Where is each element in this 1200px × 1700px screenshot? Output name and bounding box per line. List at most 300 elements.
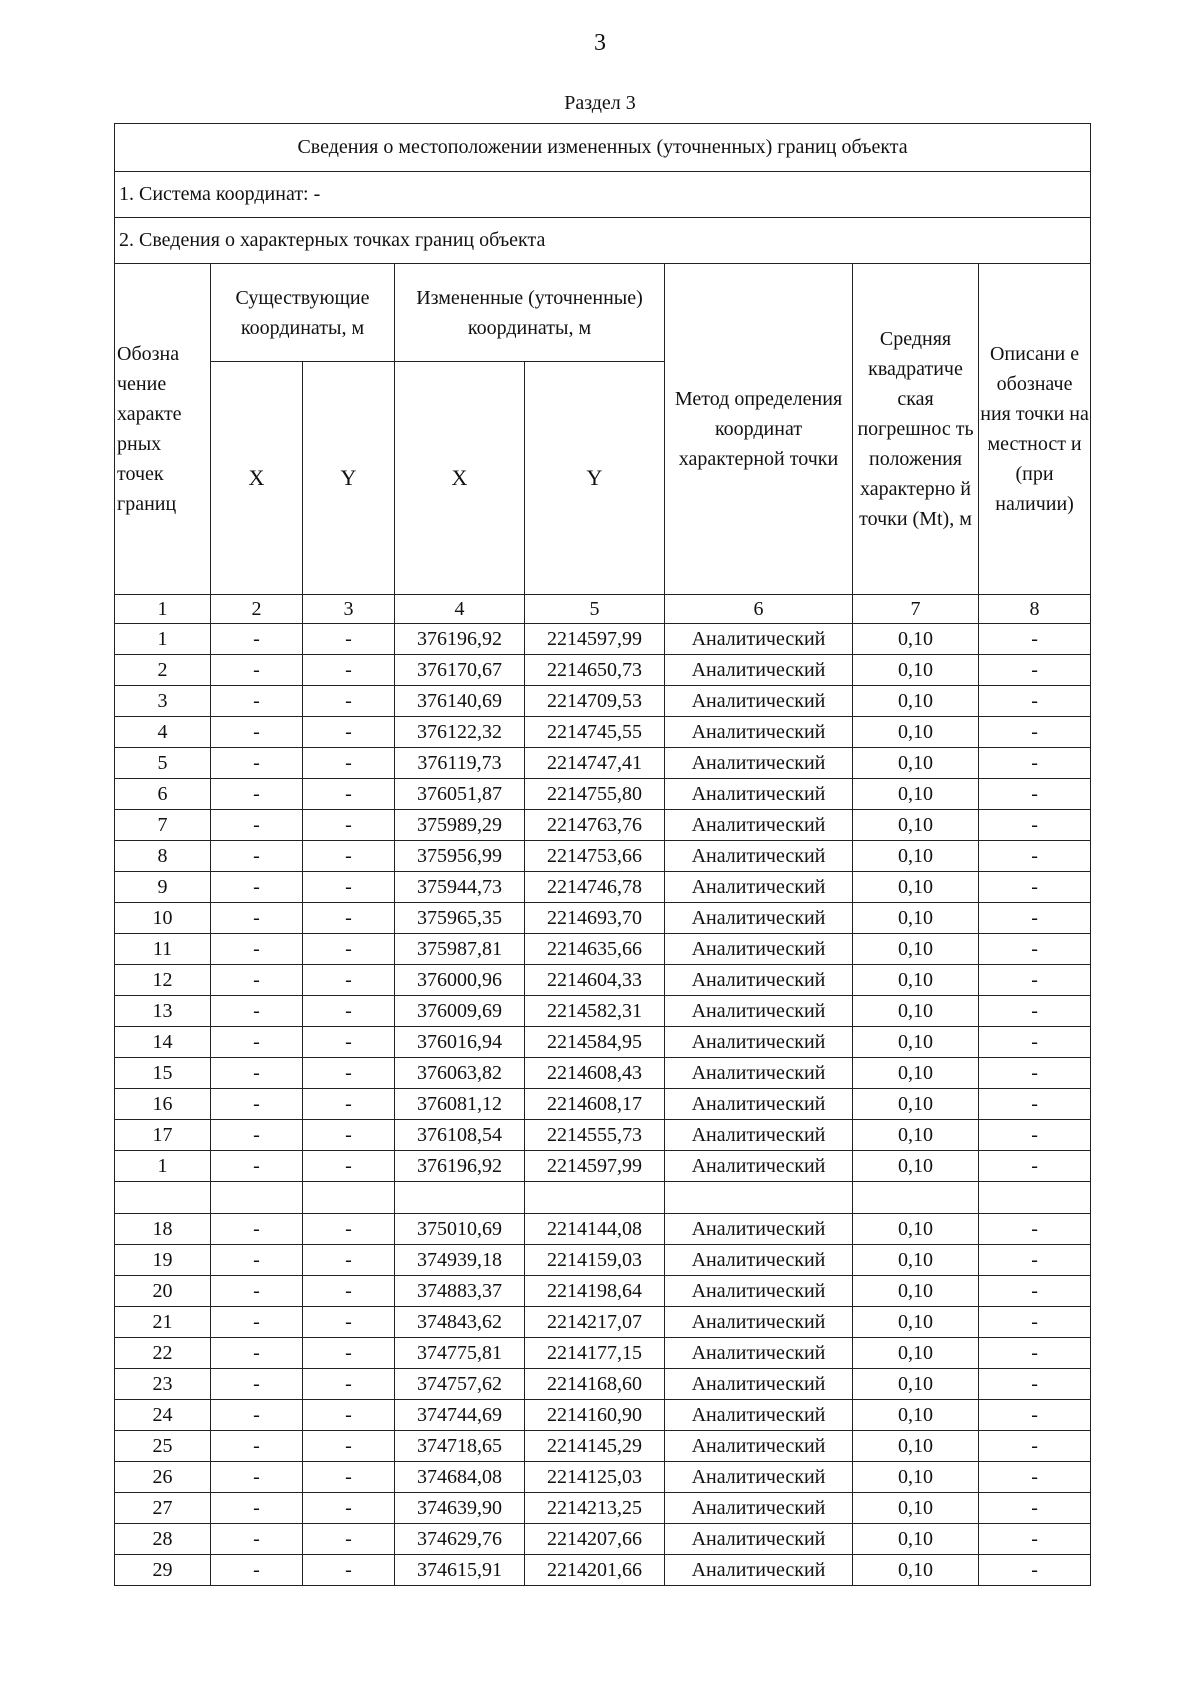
column-number: 4 [395,595,525,624]
point-id-cell: 15 [115,1058,211,1089]
changed-x-cell: 375956,99 [395,841,525,872]
changed-y-cell: 2214177,15 [525,1338,665,1369]
mean-error-cell: 0,10 [853,1276,979,1307]
changed-y-cell: 2214201,66 [525,1555,665,1586]
changed-y-cell: 2214693,70 [525,903,665,934]
existing-x-cell: - [211,996,303,1027]
existing-x-cell: - [211,1214,303,1245]
empty-cell [395,1182,525,1214]
existing-y-cell: - [303,1151,395,1182]
changed-y-cell: 2214198,64 [525,1276,665,1307]
existing-y-cell: - [303,1524,395,1555]
table-row [115,1369,1091,1400]
coordinate-system: 1. Система координат: - [115,172,1091,218]
description-cell: - [979,965,1091,996]
table-row [115,872,1091,903]
method-cell: Аналитический [665,1338,853,1369]
existing-y-cell: - [303,965,395,996]
table-row [115,655,1091,686]
existing-y-cell: - [303,717,395,748]
column-number-row [115,595,1091,624]
changed-x-cell: 374939,18 [395,1245,525,1276]
changed-y-cell: 2214160,90 [525,1400,665,1431]
existing-y-cell: - [303,1369,395,1400]
description-cell: - [979,1493,1091,1524]
changed-y-cell: 2214635,66 [525,934,665,965]
existing-y-cell: - [303,872,395,903]
changed-x-cell: 375965,35 [395,903,525,934]
point-id-cell: 19 [115,1245,211,1276]
existing-y-cell: - [303,1058,395,1089]
method-cell: Аналитический [665,1027,853,1058]
table-row [115,1431,1091,1462]
changed-y-cell: 2214763,76 [525,810,665,841]
table-row [115,624,1091,655]
empty-cell [665,1182,853,1214]
point-id-cell: 4 [115,717,211,748]
table-row [115,1120,1091,1151]
existing-x-cell: - [211,1338,303,1369]
header-mean-error: Средняя квадратиче ская погрешнос ть положения характерно й точки (Mt), м [853,264,979,595]
table-row [115,1555,1091,1586]
mean-error-cell: 0,10 [853,810,979,841]
mean-error-cell: 0,10 [853,841,979,872]
point-id-cell: 20 [115,1276,211,1307]
mean-error-cell: 0,10 [853,686,979,717]
table-row [115,1245,1091,1276]
changed-x-cell: 376009,69 [395,996,525,1027]
method-cell: Аналитический [665,1214,853,1245]
point-id-cell: 8 [115,841,211,872]
description-cell: - [979,624,1091,655]
header-existing-x: X [211,362,303,595]
description-cell: - [979,810,1091,841]
existing-y-cell: - [303,1245,395,1276]
method-cell: Аналитический [665,748,853,779]
changed-x-cell: 374775,81 [395,1338,525,1369]
table-row [115,903,1091,934]
header-point-designation: Обозна чение характе рных точек границ [115,264,211,595]
description-cell: - [979,1369,1091,1400]
point-id-cell: 1 [115,624,211,655]
description-cell: - [979,934,1091,965]
mean-error-cell: 0,10 [853,655,979,686]
mean-error-cell: 0,10 [853,1369,979,1400]
existing-y-cell: - [303,1089,395,1120]
changed-x-cell: 376140,69 [395,686,525,717]
method-cell: Аналитический [665,779,853,810]
header-changed-x: X [395,362,525,595]
column-number: 1 [115,595,211,624]
changed-y-cell: 2214747,41 [525,748,665,779]
changed-x-cell: 376051,87 [395,779,525,810]
existing-y-cell: - [303,1493,395,1524]
header-description: Описани е обозначе ния точки на местност и (при наличии) [979,264,1091,595]
mean-error-cell: 0,10 [853,1462,979,1493]
method-cell: Аналитический [665,717,853,748]
mean-error-cell: 0,10 [853,1151,979,1182]
changed-y-cell: 2214755,80 [525,779,665,810]
method-cell: Аналитический [665,1151,853,1182]
point-id-cell: 12 [115,965,211,996]
existing-x-cell: - [211,748,303,779]
existing-x-cell: - [211,686,303,717]
existing-x-cell: - [211,655,303,686]
table-row [115,1089,1091,1120]
boundary-points-table [114,123,1091,1586]
point-id-cell: 9 [115,872,211,903]
existing-x-cell: - [211,1400,303,1431]
changed-y-cell: 2214608,43 [525,1058,665,1089]
description-cell: - [979,1462,1091,1493]
method-cell: Аналитический [665,872,853,903]
method-cell: Аналитический [665,1400,853,1431]
mean-error-cell: 0,10 [853,1245,979,1276]
point-id-cell: 7 [115,810,211,841]
table-row [115,810,1091,841]
method-cell: Аналитический [665,934,853,965]
description-cell: - [979,1245,1091,1276]
description-cell: - [979,1400,1091,1431]
existing-x-cell: - [211,1524,303,1555]
existing-x-cell: - [211,1120,303,1151]
point-id-cell: 13 [115,996,211,1027]
existing-x-cell: - [211,903,303,934]
changed-x-cell: 375010,69 [395,1214,525,1245]
method-cell: Аналитический [665,810,853,841]
changed-y-cell: 2214584,95 [525,1027,665,1058]
point-id-cell: 11 [115,934,211,965]
changed-x-cell: 376016,94 [395,1027,525,1058]
existing-y-cell: - [303,1338,395,1369]
existing-x-cell: - [211,1151,303,1182]
point-id-cell: 23 [115,1369,211,1400]
changed-y-cell: 2214125,03 [525,1462,665,1493]
changed-x-cell: 374629,76 [395,1524,525,1555]
description-cell: - [979,1307,1091,1338]
changed-x-cell: 374883,37 [395,1276,525,1307]
description-cell: - [979,748,1091,779]
empty-cell [303,1182,395,1214]
mean-error-cell: 0,10 [853,1493,979,1524]
header-method: Метод определения координат характерной точки [665,264,853,595]
table-row [115,965,1091,996]
mean-error-cell: 0,10 [853,1338,979,1369]
existing-x-cell: - [211,872,303,903]
table-row [115,1462,1091,1493]
changed-x-cell: 376000,96 [395,965,525,996]
changed-x-cell: 376196,92 [395,1151,525,1182]
existing-x-cell: - [211,1245,303,1276]
table-row [115,717,1091,748]
mean-error-cell: 0,10 [853,748,979,779]
description-cell: - [979,903,1091,934]
changed-x-cell: 376196,92 [395,624,525,655]
changed-x-cell: 375944,73 [395,872,525,903]
mean-error-cell: 0,10 [853,717,979,748]
changed-y-cell: 2214745,55 [525,717,665,748]
mean-error-cell: 0,10 [853,779,979,810]
changed-x-cell: 376122,32 [395,717,525,748]
existing-x-cell: - [211,624,303,655]
existing-y-cell: - [303,624,395,655]
changed-y-cell: 2214159,03 [525,1245,665,1276]
existing-y-cell: - [303,1214,395,1245]
existing-y-cell: - [303,779,395,810]
method-cell: Аналитический [665,841,853,872]
point-id-cell: 14 [115,1027,211,1058]
changed-x-cell: 376063,82 [395,1058,525,1089]
column-number: 5 [525,595,665,624]
existing-x-cell: - [211,934,303,965]
description-cell: - [979,872,1091,903]
description-cell: - [979,655,1091,686]
existing-y-cell: - [303,1462,395,1493]
table-row [115,841,1091,872]
table-row [115,1524,1091,1555]
mean-error-cell: 0,10 [853,1400,979,1431]
description-cell: - [979,1276,1091,1307]
changed-x-cell: 374615,91 [395,1555,525,1586]
table-row [115,1276,1091,1307]
existing-x-cell: - [211,1307,303,1338]
description-cell: - [979,841,1091,872]
existing-y-cell: - [303,1120,395,1151]
existing-x-cell: - [211,1276,303,1307]
changed-y-cell: 2214753,66 [525,841,665,872]
method-cell: Аналитический [665,1462,853,1493]
point-id-cell: 6 [115,779,211,810]
changed-y-cell: 2214746,78 [525,872,665,903]
mean-error-cell: 0,10 [853,1524,979,1555]
point-id-cell: 29 [115,1555,211,1586]
table-row [115,779,1091,810]
existing-x-cell: - [211,1058,303,1089]
changed-x-cell: 376081,12 [395,1089,525,1120]
point-id-cell: 21 [115,1307,211,1338]
existing-x-cell: - [211,1027,303,1058]
method-cell: Аналитический [665,996,853,1027]
point-id-cell: 2 [115,655,211,686]
existing-y-cell: - [303,934,395,965]
description-cell: - [979,1089,1091,1120]
header-existing-coords: Существующие координаты, м [211,264,395,362]
point-id-cell: 16 [115,1089,211,1120]
existing-x-cell: - [211,810,303,841]
existing-x-cell: - [211,1493,303,1524]
existing-x-cell: - [211,1369,303,1400]
existing-y-cell: - [303,686,395,717]
column-number: 2 [211,595,303,624]
existing-y-cell: - [303,1431,395,1462]
table-row [115,934,1091,965]
table-row [115,1338,1091,1369]
existing-y-cell: - [303,1555,395,1586]
description-cell: - [979,1027,1091,1058]
description-cell: - [979,779,1091,810]
existing-x-cell: - [211,965,303,996]
existing-y-cell: - [303,1307,395,1338]
existing-y-cell: - [303,1400,395,1431]
mean-error-cell: 0,10 [853,1307,979,1338]
changed-y-cell: 2214555,73 [525,1120,665,1151]
changed-y-cell: 2214217,07 [525,1307,665,1338]
description-cell: - [979,1555,1091,1586]
mean-error-cell: 0,10 [853,1027,979,1058]
point-id-cell: 17 [115,1120,211,1151]
description-cell: - [979,1214,1091,1245]
mean-error-cell: 0,10 [853,1120,979,1151]
mean-error-cell: 0,10 [853,1214,979,1245]
changed-y-cell: 2214145,29 [525,1431,665,1462]
empty-cell [853,1182,979,1214]
point-id-cell: 25 [115,1431,211,1462]
changed-x-cell: 374718,65 [395,1431,525,1462]
method-cell: Аналитический [665,1431,853,1462]
point-id-cell: 28 [115,1524,211,1555]
changed-x-cell: 376170,67 [395,655,525,686]
description-cell: - [979,996,1091,1027]
existing-x-cell: - [211,1462,303,1493]
table-row [115,1058,1091,1089]
method-cell: Аналитический [665,1120,853,1151]
changed-y-cell: 2214213,25 [525,1493,665,1524]
column-number: 7 [853,595,979,624]
mean-error-cell: 0,10 [853,903,979,934]
page-number: 3 [594,30,606,56]
method-cell: Аналитический [665,1245,853,1276]
changed-y-cell: 2214597,99 [525,1151,665,1182]
method-cell: Аналитический [665,686,853,717]
changed-x-cell: 374757,62 [395,1369,525,1400]
table-row [115,1307,1091,1338]
existing-y-cell: - [303,841,395,872]
existing-y-cell: - [303,903,395,934]
table-row [115,1493,1091,1524]
point-id-cell: 24 [115,1400,211,1431]
point-id-cell: 22 [115,1338,211,1369]
existing-y-cell: - [303,996,395,1027]
table-row [115,1214,1091,1245]
description-cell: - [979,717,1091,748]
changed-x-cell: 375989,29 [395,810,525,841]
point-id-cell: 27 [115,1493,211,1524]
empty-cell [525,1182,665,1214]
description-cell: - [979,1120,1091,1151]
changed-x-cell: 374843,62 [395,1307,525,1338]
changed-y-cell: 2214608,17 [525,1089,665,1120]
existing-x-cell: - [211,1089,303,1120]
method-cell: Аналитический [665,655,853,686]
existing-y-cell: - [303,748,395,779]
header-changed-coords: Измененные (уточненные) координаты, м [395,264,665,362]
mean-error-cell: 0,10 [853,1431,979,1462]
changed-x-cell: 376119,73 [395,748,525,779]
changed-y-cell: 2214207,66 [525,1524,665,1555]
changed-y-cell: 2214709,53 [525,686,665,717]
method-cell: Аналитический [665,965,853,996]
existing-x-cell: - [211,717,303,748]
method-cell: Аналитический [665,903,853,934]
existing-x-cell: - [211,1431,303,1462]
mean-error-cell: 0,10 [853,1555,979,1586]
table-row [115,1151,1091,1182]
header-existing-y: Y [303,362,395,595]
column-number: 8 [979,595,1091,624]
point-id-cell: 26 [115,1462,211,1493]
point-id-cell: 10 [115,903,211,934]
points-heading: 2. Сведения о характерных точках границ объекта [115,218,1091,264]
method-cell: Аналитический [665,1369,853,1400]
method-cell: Аналитический [665,1089,853,1120]
column-number: 6 [665,595,853,624]
changed-y-cell: 2214650,73 [525,655,665,686]
method-cell: Аналитический [665,624,853,655]
point-id-cell: 5 [115,748,211,779]
changed-y-cell: 2214168,60 [525,1369,665,1400]
point-id-cell: 1 [115,1151,211,1182]
header-changed-y: Y [525,362,665,595]
column-number: 3 [303,595,395,624]
mean-error-cell: 0,10 [853,934,979,965]
existing-y-cell: - [303,1027,395,1058]
changed-y-cell: 2214597,99 [525,624,665,655]
description-cell: - [979,1151,1091,1182]
mean-error-cell: 0,10 [853,965,979,996]
changed-x-cell: 374639,90 [395,1493,525,1524]
table-row [115,748,1091,779]
point-id-cell: 3 [115,686,211,717]
table-row [115,686,1091,717]
description-cell: - [979,686,1091,717]
table-row [115,1027,1091,1058]
method-cell: Аналитический [665,1493,853,1524]
mean-error-cell: 0,10 [853,1089,979,1120]
changed-x-cell: 374744,69 [395,1400,525,1431]
changed-x-cell: 376108,54 [395,1120,525,1151]
mean-error-cell: 0,10 [853,996,979,1027]
table-title: Сведения о местоположении измененных (уточненных) границ объекта [115,124,1091,172]
existing-x-cell: - [211,1555,303,1586]
table-row [115,1400,1091,1431]
changed-y-cell: 2214144,08 [525,1214,665,1245]
table-row [115,996,1091,1027]
existing-x-cell: - [211,779,303,810]
changed-x-cell: 375987,81 [395,934,525,965]
method-cell: Аналитический [665,1555,853,1586]
mean-error-cell: 0,10 [853,1058,979,1089]
method-cell: Аналитический [665,1307,853,1338]
changed-y-cell: 2214604,33 [525,965,665,996]
contour-separator-row [115,1182,1091,1214]
description-cell: - [979,1058,1091,1089]
existing-x-cell: - [211,841,303,872]
description-cell: - [979,1338,1091,1369]
changed-y-cell: 2214582,31 [525,996,665,1027]
empty-cell [115,1182,211,1214]
existing-y-cell: - [303,655,395,686]
existing-y-cell: - [303,1276,395,1307]
description-cell: - [979,1524,1091,1555]
mean-error-cell: 0,10 [853,624,979,655]
mean-error-cell: 0,10 [853,872,979,903]
point-id-cell: 18 [115,1214,211,1245]
method-cell: Аналитический [665,1276,853,1307]
existing-y-cell: - [303,810,395,841]
changed-x-cell: 374684,08 [395,1462,525,1493]
empty-cell [211,1182,303,1214]
empty-cell [979,1182,1091,1214]
